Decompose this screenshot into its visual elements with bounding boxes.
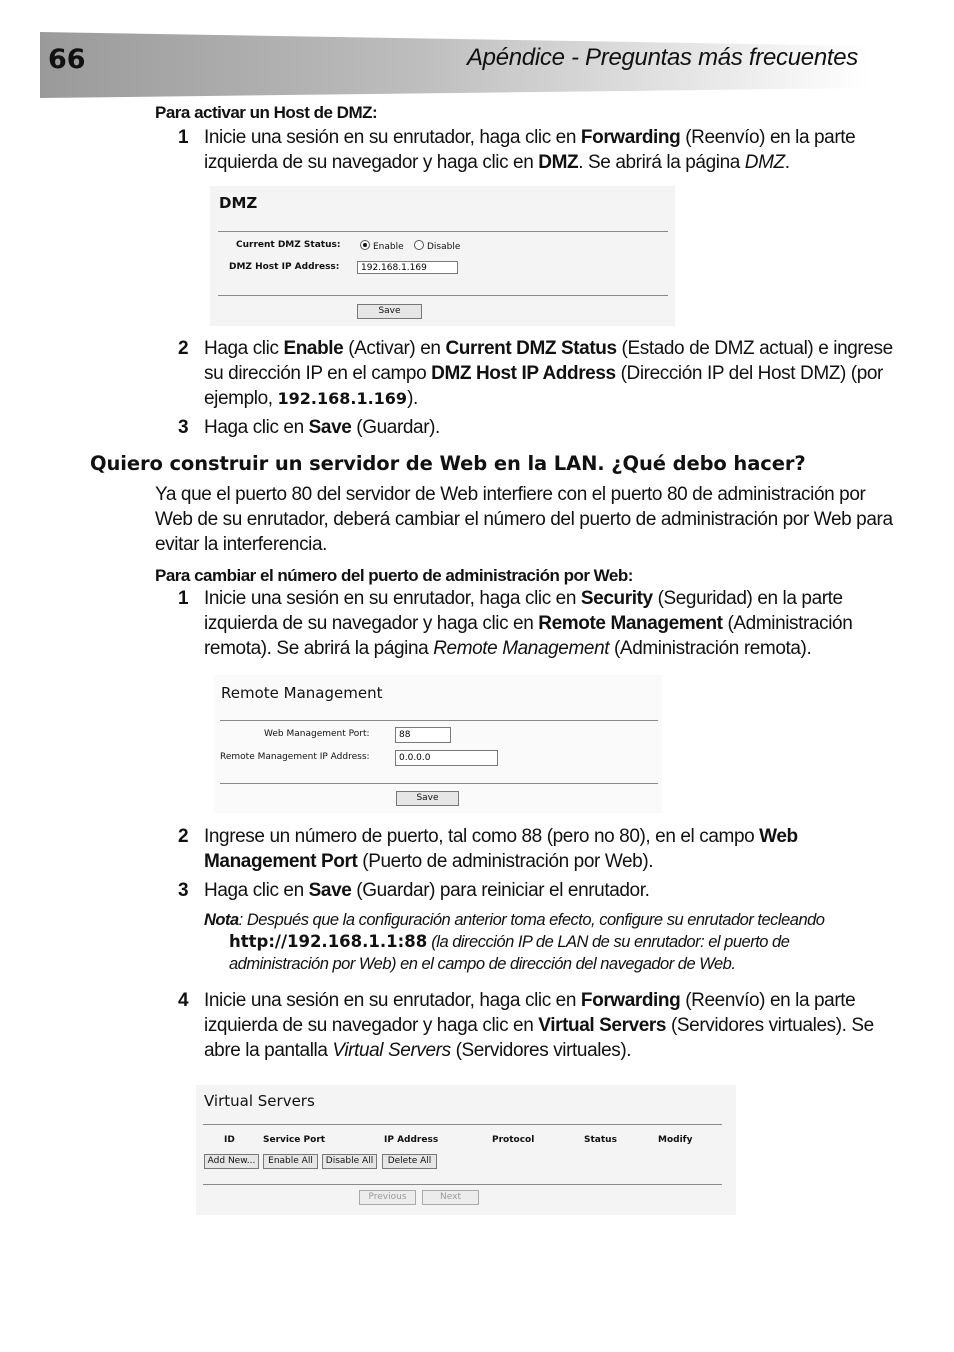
remote-ip-input[interactable] <box>395 750 498 766</box>
dmz-panel-title: DMZ <box>219 194 258 212</box>
vs-column-id: ID <box>224 1135 235 1145</box>
port-step4-line1: Inicie una sesión en su enrutador, haga clic en Forwarding (Reenvío) en la parte <box>204 990 856 1011</box>
step-number: 1 <box>178 588 189 609</box>
port-step2-line2: Management Port (Puerto de administración por Web). <box>204 851 654 872</box>
port-step1-line2: izquierda de su navegador y haga clic en Remote Management (Administración <box>204 613 853 634</box>
dmz-step3-line1: Haga clic en Save (Guardar). <box>204 417 440 438</box>
virtual-servers-screenshot <box>196 1085 736 1215</box>
step-number: 2 <box>178 826 189 847</box>
port-procedure-heading: Para cambiar el número del puerto de administración por Web: <box>155 566 633 585</box>
divider <box>203 1124 722 1125</box>
note-line2: http://192.168.1.1:88 (la dirección IP de LAN de su enrutador: el puerto de <box>229 932 790 951</box>
web-port-input[interactable] <box>395 727 451 743</box>
previous-button[interactable]: Previous <box>359 1190 416 1205</box>
port-step1-line3: remota). Se abrirá la página Remote Management (Administración remota). <box>204 638 812 659</box>
dmz-step2-line2: su dirección IP en el campo DMZ Host IP Address (Dirección IP del Host DMZ) (por <box>204 363 883 384</box>
dmz-host-ip-input[interactable] <box>357 261 458 274</box>
remote-save-button[interactable]: Save <box>396 791 459 806</box>
vs-column-modify: Modify <box>658 1135 693 1145</box>
dmz-screenshot <box>210 186 675 326</box>
faq-paragraph-line: Ya que el puerto 80 del servidor de Web interfiere con el puerto 80 de administración por <box>155 484 866 505</box>
port-step4-line2: izquierda de su navegador y haga clic en Virtual Servers (Servidores virtuales). Se <box>204 1015 874 1036</box>
dmz-host-label: DMZ Host IP Address: <box>229 262 340 272</box>
divider <box>218 231 668 232</box>
note-line1: Nota: Después que la configuración anterior toma efecto, configure su enrutador tecleando <box>204 911 825 929</box>
vs-column-status: Status <box>584 1135 617 1145</box>
web-port-label: Web Management Port: <box>264 729 370 739</box>
vs-column-protocol: Protocol <box>492 1135 535 1145</box>
port-step3-line1: Haga clic en Save (Guardar) para reiniciar el enrutador. <box>204 880 650 901</box>
dmz-step1-line1: Inicie una sesión en su enrutador, haga clic en Forwarding (Reenvío) en la parte <box>204 127 856 148</box>
step-number: 4 <box>178 990 189 1011</box>
dmz-disable-radio[interactable]: Disable <box>414 240 460 252</box>
divider <box>203 1184 722 1185</box>
dmz-status-label: Current DMZ Status: <box>236 240 341 250</box>
dmz-step1-line2: izquierda de su navegador y haga clic en DMZ. Se abrirá la página DMZ. <box>204 152 790 173</box>
page-number: 66 <box>48 44 86 75</box>
vs-panel-title: Virtual Servers <box>204 1092 315 1110</box>
divider <box>220 720 658 721</box>
faq-paragraph-line: Web de su enrutador, deberá cambiar el número del puerto de administración por Web para <box>155 509 893 530</box>
step-number: 3 <box>178 880 189 901</box>
delete-all-button[interactable]: Delete All <box>382 1154 437 1169</box>
vs-column-ip-address: IP Address <box>384 1135 439 1145</box>
add-new-button[interactable]: Add New... <box>204 1154 259 1169</box>
dmz-procedure-heading: Para activar un Host de DMZ: <box>155 103 378 122</box>
dmz-enable-radio[interactable]: Enable <box>360 240 404 252</box>
dmz-step2-line1: Haga clic Enable (Activar) en Current DMZ Status (Estado de DMZ actual) e ingrese <box>204 338 893 359</box>
radio-unselected-icon <box>414 240 424 250</box>
step-number: 1 <box>178 127 189 148</box>
remote-panel-title: Remote Management <box>221 684 383 702</box>
faq-paragraph-line: evitar la interferencia. <box>155 534 328 555</box>
note-url: http://192.168.1.1:88 <box>229 932 428 951</box>
dmz-step2-line3: ejemplo, 192.168.1.169). <box>204 388 418 409</box>
running-title: Apéndice - Preguntas más frecuentes <box>466 44 858 71</box>
faq-question-heading: Quiero construir un servidor de Web en la LAN. ¿Qué debo hacer? <box>90 452 806 475</box>
step-number: 2 <box>178 338 189 359</box>
vs-column-service-port: Service Port <box>263 1135 326 1145</box>
port-step1-line1: Inicie una sesión en su enrutador, haga clic en Security (Seguridad) en la parte <box>204 588 843 609</box>
divider <box>220 783 658 784</box>
dmz-save-button[interactable]: Save <box>357 304 422 319</box>
remote-ip-label: Remote Management IP Address: <box>220 752 370 762</box>
divider <box>218 295 668 296</box>
port-step4-line3: abre la pantalla Virtual Servers (Servidores virtuales). <box>204 1040 632 1061</box>
port-step2-line1: Ingrese un número de puerto, tal como 88 (pero no 80), en el campo Web <box>204 826 798 847</box>
step-number: 3 <box>178 417 189 438</box>
enable-all-button[interactable]: Enable All <box>263 1154 318 1169</box>
note-line3: administración por Web) en el campo de dirección del navegador de Web. <box>229 955 736 973</box>
next-button[interactable]: Next <box>422 1190 479 1205</box>
disable-all-button[interactable]: Disable All <box>322 1154 377 1169</box>
remote-management-screenshot <box>214 675 662 813</box>
radio-selected-icon <box>360 240 370 250</box>
